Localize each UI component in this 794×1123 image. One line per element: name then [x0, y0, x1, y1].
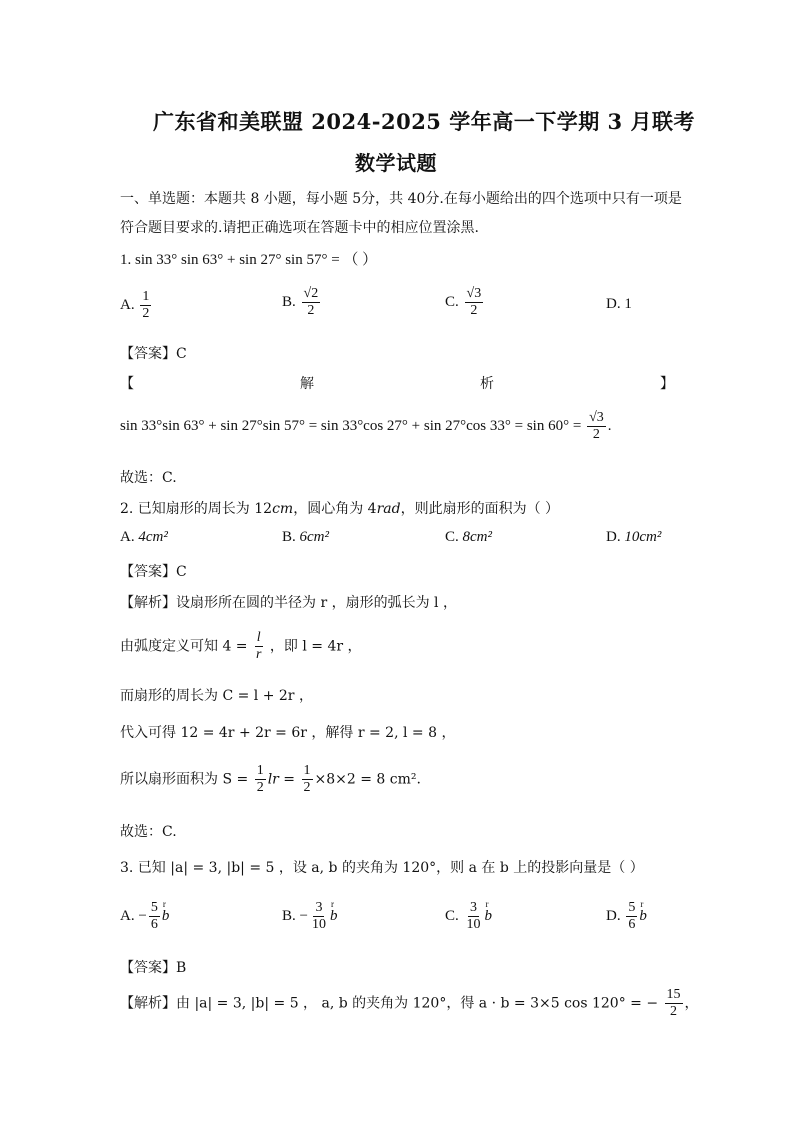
- fraction: $\frac{5}{6}$: [150, 900, 158, 933]
- fraction: $\frac{√2}{2}$: [303, 286, 319, 319]
- q1-option-b: [282, 286, 322, 319]
- option-letter: C.: [445, 294, 459, 311]
- q2-analysis-line1: 【解析】设扇形所在圆的半径为 r ，扇形的弧长为 l ，: [120, 595, 457, 611]
- fraction: $\frac{3}{10}$: [311, 900, 326, 933]
- section-heading-line2: 符合题目要求的.请把正确选项在答题卡中的相应位置涂黑.: [120, 220, 479, 236]
- q2-option-a: A. 4cm²: [120, 529, 168, 545]
- fraction: $\frac{√3}{2}$: [589, 410, 604, 443]
- fraction: $\frac{√3}{2}$: [466, 286, 482, 319]
- q2-analysis-line2: 由弧度定义可知 4 = $\frac{l}{r}$ ，即 l = 4r ，: [120, 630, 362, 663]
- fraction: $\frac{15}{2}$: [666, 987, 681, 1020]
- fraction: $\frac{1}{2}$: [256, 763, 264, 796]
- fraction: $\frac{1}{2}$: [142, 289, 150, 322]
- q3-stem: 3. 已知 |a| = 3, |b| = 5 ，设 a, b 的夹角为 120°，则 a 在 b 上的投影向量是（ ）: [120, 860, 644, 876]
- q2-option-b: B. 6cm²: [282, 529, 330, 545]
- q1-option-d: [606, 296, 632, 313]
- q1-analysis-label-1: 解: [300, 376, 314, 392]
- exam-title: 广东省和美联盟 2024-2025 学年高一下学期 3 月联考: [153, 109, 695, 134]
- option-value: 1: [624, 296, 632, 312]
- q3-analysis-line1: 【解析】由 |a| = 3, |b| = 5 ， a, b 的夹角为 120°，得 a · b = 3×5 cos 120° = − $\frac{15}{2}$ ，: [120, 987, 699, 1020]
- q3-option-a: A. − $\frac{5}{6}$ r b: [120, 900, 169, 933]
- q2-conclusion: 故选：C.: [120, 824, 177, 840]
- option-letter: A.: [120, 297, 135, 314]
- q1-conclusion: 故选：C.: [120, 470, 177, 486]
- q1-stem: 1. sin 33° sin 63° + sin 27° sin 57° = （ ）: [120, 252, 378, 268]
- exam-subtitle: 数学试题: [355, 151, 437, 175]
- q3-option-d: D. $\frac{5}{6}$ r b: [606, 900, 647, 933]
- q3-option-c: C. $\frac{3}{10}$ r b: [445, 900, 492, 933]
- q2-stem: 2. 已知扇形的周长为 12cm，圆心角为 4rad，则此扇形的面积为（ ）: [120, 501, 560, 517]
- q1-solution: sin 33°sin 63° + sin 27°sin 57° = sin 33°cos 27° + sin 27°cos 33° = sin 60° = $\frac{√3}{2}$ .: [120, 410, 612, 443]
- q3-option-b: B. − $\frac{3}{10}$ r b: [282, 900, 337, 933]
- fraction: $\frac{5}{6}$: [628, 900, 636, 933]
- option-letter: B.: [282, 294, 296, 311]
- solution-equation: sin 33°sin 63° + sin 27°sin 57° = sin 33°cos 27° + sin 27°cos 33° = sin 60° =: [120, 418, 582, 435]
- q1-analysis-bracket-close: 】: [660, 376, 674, 392]
- q2-analysis-line3: 而扇形的周长为 C = l + 2r ，: [120, 688, 313, 704]
- q1-option-c: [445, 286, 485, 319]
- q2-analysis-line4: 代入可得 12 = 4r + 2r = 6r ，解得 r = 2, l = 8 ，: [120, 725, 456, 741]
- q2-answer: 【答案】C: [120, 564, 187, 580]
- q1-analysis-bracket-open: 【: [120, 376, 134, 392]
- q2-option-d: D. 10cm²: [606, 529, 662, 545]
- fraction: $\frac{l}{r}$: [256, 630, 262, 663]
- q3-answer: 【答案】B: [120, 960, 187, 976]
- option-letter: D.: [606, 296, 621, 312]
- fraction: $\frac{3}{10}$: [466, 900, 481, 933]
- q1-analysis-label-2: 析: [480, 376, 494, 392]
- q1-option-a: [120, 289, 153, 322]
- section-heading-line1: 一、单选题：本题共 8 小题，每小题 5分，共 40分.在每小题给出的四个选项中只有一项是: [120, 191, 682, 207]
- q2-analysis-line5: 所以扇形面积为 S = $\frac{1}{2}$ lr = $\frac{1}{2}$ ×8×2 = 8 cm².: [120, 763, 421, 796]
- q1-answer: 【答案】C: [120, 346, 187, 362]
- fraction: $\frac{1}{2}$: [303, 763, 311, 796]
- q2-option-c: C. 8cm²: [445, 529, 493, 545]
